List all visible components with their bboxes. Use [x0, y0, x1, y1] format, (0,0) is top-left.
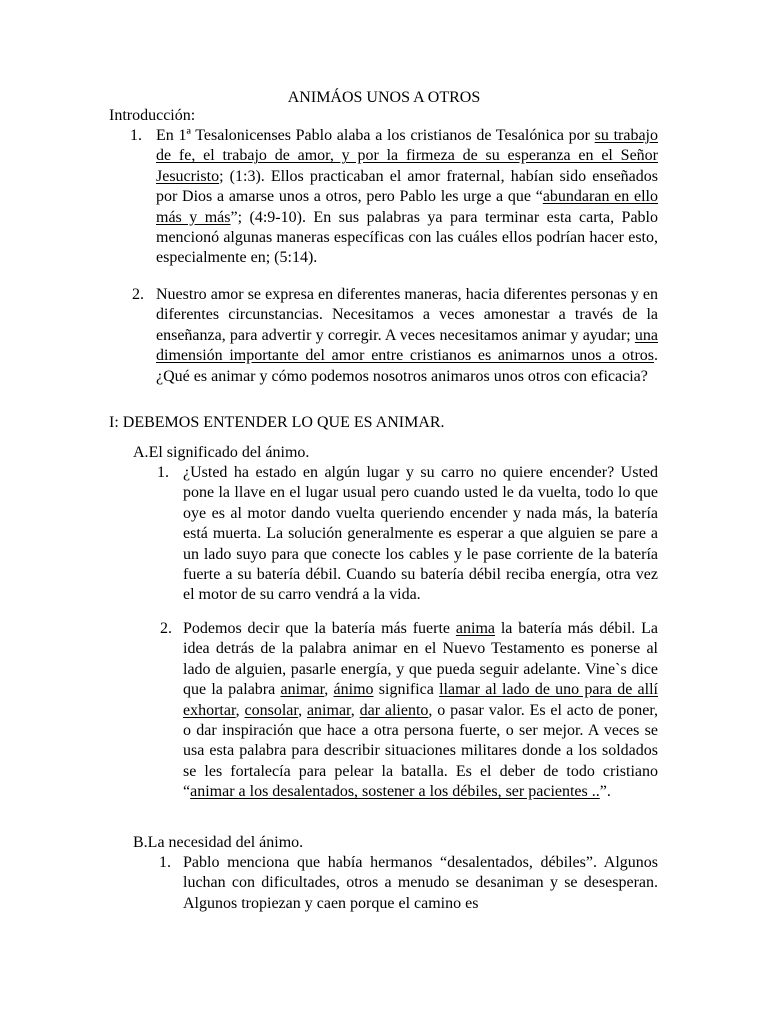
text-run: , o pasar valor. Es el acto de poner, o dar inspiración que hace a otra persona fuerte, o ser mejor. A veces se usa esta palabra para describir situaciones militares donde a los soldados se les fortalecía para pelear la batalla. Es el deber de todo cristiano “: [183, 701, 659, 801]
intro-heading: Introducción:: [109, 107, 196, 124]
b-item-1: [159, 853, 658, 914]
underlined-text: su trabajo de fe, el trabajo de amor, y por la firmeza de su esperanza en el Señor Jesucristo: [156, 127, 658, 185]
subsection-label: A.: [133, 444, 149, 461]
text-run: ,: [350, 701, 360, 719]
underlined-text: animar: [306, 701, 351, 719]
item-text: [183, 853, 658, 914]
item-text: [156, 285, 658, 387]
text-run: . ¿Qué es animar y cómo podemos nosotros animaros unos otros con eficacia?: [156, 347, 658, 385]
subsection-b: [133, 833, 303, 853]
intro-item-1: [130, 126, 658, 269]
item-text: [183, 463, 658, 606]
text-run: En 1ª Tesalonicenses Pablo alaba a los cristianos de Tesalónica por: [156, 127, 595, 144]
text-run: ”.: [599, 783, 611, 801]
text-run: ,: [324, 681, 334, 699]
text-run: ,: [235, 701, 245, 719]
item-number: 2.: [132, 286, 144, 303]
underlined-text: ánimo: [333, 681, 374, 699]
text-run: ¿Usted ha estado en algún lugar y su carro no quiere encender? Usted pone la llave en el lugar usual pero cuando usted le da vuelta, todo lo que oye es al motor dando vuelta queriendo encender y nada más, la batería está muerta. La solución generalmente es esperar a que alguien se pare a un lado suyo para que conecte los cables y le pase corriente de la batería fuerte a su batería débil. Cuando su batería débil reciba energía, otra vez el motor de su carro vendrá a la vida.: [183, 464, 658, 604]
item-number: 1.: [157, 464, 169, 481]
underlined-text: dar aliento: [359, 701, 429, 719]
underlined-text: una dimensión importante del amor entre cristianos es animarnos unos a otros: [156, 326, 658, 365]
item-number: 2.: [160, 620, 172, 637]
subsection-label: B.: [133, 834, 148, 851]
underlined-text: animar a los desalentados, sostener a los débiles, ser pacientes ..: [190, 783, 600, 801]
intro-item-2: [132, 285, 658, 387]
underlined-text: anima: [455, 620, 495, 637]
underlined-text: consolar: [244, 701, 299, 719]
text-run: ; (1:3). Ellos practicaban el amor fraternal, habían sido enseñados por Dios a amarse unos a otros, pero Pablo les urge a que “: [156, 167, 658, 206]
text-run: ”; (4:9-10). En sus palabras ya para terminar esta carta, Pablo mencionó algunas maneras específicas con las cuáles ellos podrían hacer esto, especialmente en; (5:14).: [156, 208, 658, 267]
underlined-text: abundaran en ello más y más: [156, 188, 658, 226]
a-item-1: [157, 463, 658, 606]
document-title: ANIMÁOS UNOS A OTROS: [287, 89, 481, 106]
item-text: [156, 126, 658, 269]
underlined-text: animar: [280, 681, 325, 699]
item-number: 1.: [159, 854, 171, 871]
underlined-text: llamar al lado de uno para de allí exhortar: [183, 681, 658, 719]
text-run: Pablo menciona que había hermanos “desalentados, débiles”. Algunos luchan con dificultades, otros a menudo se desaniman y se desesperan. Algunos tropiezan y caen porque el camino es: [183, 854, 658, 912]
a-item-2: [160, 619, 659, 803]
text-run: Podemos decir que la batería más fuerte: [183, 620, 456, 637]
text-run: significa: [373, 681, 440, 699]
text-run: la batería más débil. La idea detrás de la palabra animar en el Nuevo Testamento es ponerse al lado de alguien, pasarle energía, y que pueda seguir adelante. Vine`s dice que la palabra: [183, 620, 658, 699]
subsection-title: El significado del ánimo.: [148, 444, 310, 461]
section-heading: I: DEBEMOS ENTENDER LO QUE ES ANIMAR.: [109, 414, 445, 431]
text-run: Nuestro amor se expresa en diferentes maneras, hacia diferentes personas y en diferentes circunstancias. Necesitamos a veces amonestar a través de la enseñanza, para advertir y corregir. A veces necesitamos animar y ayudar;: [156, 286, 658, 344]
item-text: [183, 619, 658, 803]
item-number: 1.: [130, 127, 142, 144]
subsection-a: [133, 443, 309, 463]
text-run: ,: [298, 701, 307, 719]
subsection-title: La necesidad del ánimo.: [147, 834, 304, 851]
